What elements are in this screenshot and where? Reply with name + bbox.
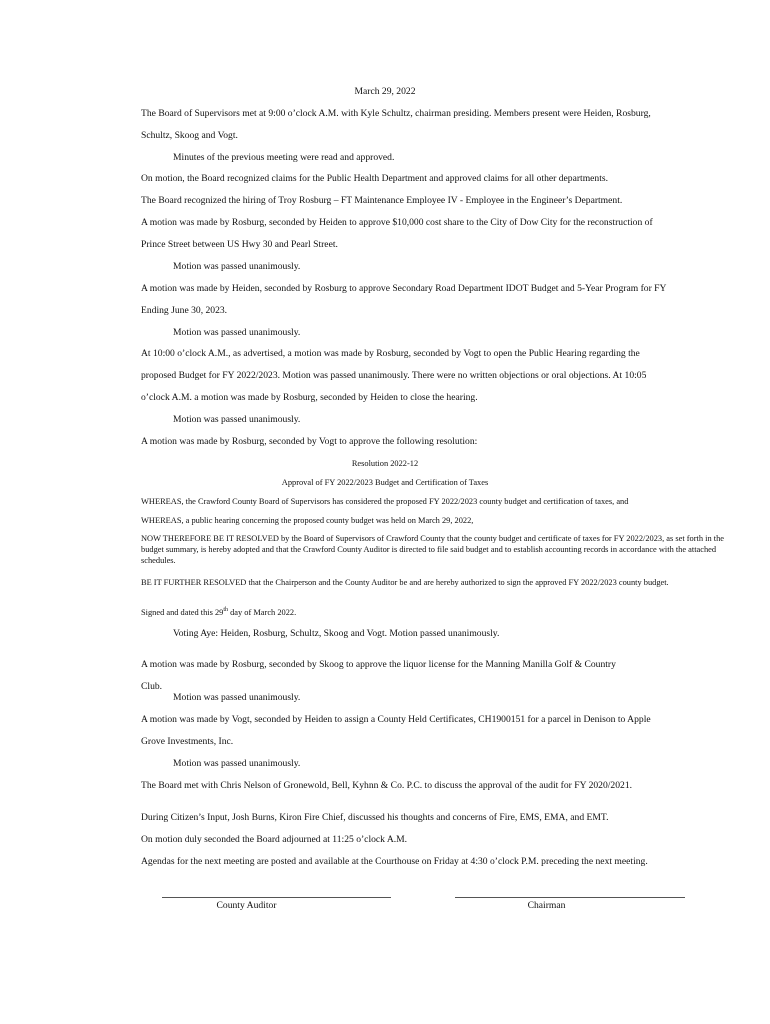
signed-suffix: th — [223, 607, 229, 614]
liquor-motion-line-1: A motion was made by Rosburg, seconded by Skoog to approve the liquor license for the Manning Manilla Golf & Country — [141, 659, 616, 670]
agendas-paragraph: Agendas for the next meeting are posted and available at the Courthouse on Friday at 4:30 o’clock P.M. preceding the next meeting. — [141, 856, 648, 867]
citizen-input-paragraph: During Citizen’s Input, Josh Burns, Kiron Fire Chief, discussed his thoughts and concerns of Fire, EMS, EMA, and EMT. — [141, 812, 609, 823]
further-resolved-clause: BE IT FURTHER RESOLVED that the Chairperson and the County Auditor be and are hereby authorized to sign the approved FY 2022/2023 county budget. — [141, 578, 669, 587]
now-therefore-clause: NOW THEREFORE BE IT RESOLVED by the Board of Supervisors of Crawford County that the county budget and certificate of taxes for FY 2022/2023, as set forth in the budget summary, is hereby adopted and that the Crawford County Auditor is directed to file said budget and to establish accounting records in accordance with the attached schedules. — [141, 534, 724, 565]
motion-passed: Motion was passed unanimously. — [173, 692, 301, 703]
audit-paragraph: The Board met with Chris Nelson of Gronewold, Bell, Kyhnn & Co. P.C. to discuss the approval of the audit for FY 2020/2021. — [141, 780, 633, 791]
claims-paragraph: On motion, the Board recognized claims for the Public Health Department and approved claims for all other departments. — [141, 173, 609, 184]
chairman-signature-label: Chairman — [527, 900, 566, 911]
auditor-signature-label: County Auditor — [216, 900, 277, 911]
voting-aye: Voting Aye: Heiden, Rosburg, Schultz, Skoog and Vogt. Motion passed unanimously. — [173, 628, 500, 639]
motion-passed: Motion was passed unanimously. — [173, 327, 301, 338]
intro-line-2: Schultz, Skoog and Vogt. — [141, 130, 238, 141]
minutes-approved: Minutes of the previous meeting were read and approved. — [173, 152, 395, 163]
idot-motion-line-1: A motion was made by Heiden, seconded by Rosburg to approve Secondary Road Department IDOT Budget and 5-Year Program for FY — [141, 283, 667, 294]
resolution-number: Resolution 2022-12 — [351, 459, 419, 468]
whereas-clause-1: WHEREAS, the Crawford County Board of Supervisors has considered the proposed FY 2022/2023 county budget and certification of taxes, and — [141, 497, 629, 506]
hearing-line-1: At 10:00 o’clock A.M., as advertised, a motion was made by Rosburg, seconded by Vogt to open the Public Hearing regarding the — [141, 348, 640, 359]
hearing-line-3: o’clock A.M. a motion was made by Rosburg, seconded by Heiden to close the hearing. — [141, 392, 478, 403]
signed-dated — [141, 607, 741, 618]
resolution-motion: A motion was made by Rosburg, seconded by Vogt to approve the following resolution: — [141, 436, 478, 447]
resolution-title: Approval of FY 2022/2023 Budget and Certification of Taxes — [281, 478, 489, 487]
dowcity-motion-line-1: A motion was made by Rosburg, seconded by Heiden to approve $10,000 cost share to the City of Dow City for the reconstruction of — [141, 217, 653, 228]
certificate-motion-line-1: A motion was made by Vogt, seconded by Heiden to assign a County Held Certificates, CH1900151 for a parcel in Denison to Apple — [141, 714, 651, 725]
motion-passed: Motion was passed unanimously. — [173, 261, 301, 272]
auditor-signature-line — [162, 897, 391, 898]
hiring-paragraph: The Board recognized the hiring of Troy Rosburg – FT Maintenance Employee IV - Employee in the Engineer’s Department. — [141, 195, 623, 206]
liquor-motion-line-2: Club. — [141, 681, 163, 692]
chairman-signature-line — [455, 897, 685, 898]
meeting-date: March 29, 2022 — [354, 86, 416, 97]
whereas-clause-2: WHEREAS, a public hearing concerning the proposed county budget was held on March 29, 2022, — [141, 516, 474, 525]
signed-text-post: day of March 2022. — [228, 608, 297, 617]
intro-line-1: The Board of Supervisors met at 9:00 o’clock A.M. with Kyle Schultz, chairman presiding. Members present were Heiden, Rosburg, — [141, 108, 651, 119]
motion-passed: Motion was passed unanimously. — [173, 414, 301, 425]
motion-passed: Motion was passed unanimously. — [173, 758, 301, 769]
adjourn-paragraph: On motion duly seconded the Board adjourned at 11:25 o’clock A.M. — [141, 834, 408, 845]
signed-text-pre: Signed and dated this 29 — [141, 608, 224, 617]
idot-motion-line-2: Ending June 30, 2023. — [141, 305, 228, 316]
hearing-line-2: proposed Budget for FY 2022/2023. Motion was passed unanimously. There were no written objections or oral objections. At 10:05 — [141, 370, 647, 381]
dowcity-motion-line-2: Prince Street between US Hwy 30 and Pearl Street. — [141, 239, 338, 250]
certificate-motion-line-2: Grove Investments, Inc. — [141, 736, 234, 747]
